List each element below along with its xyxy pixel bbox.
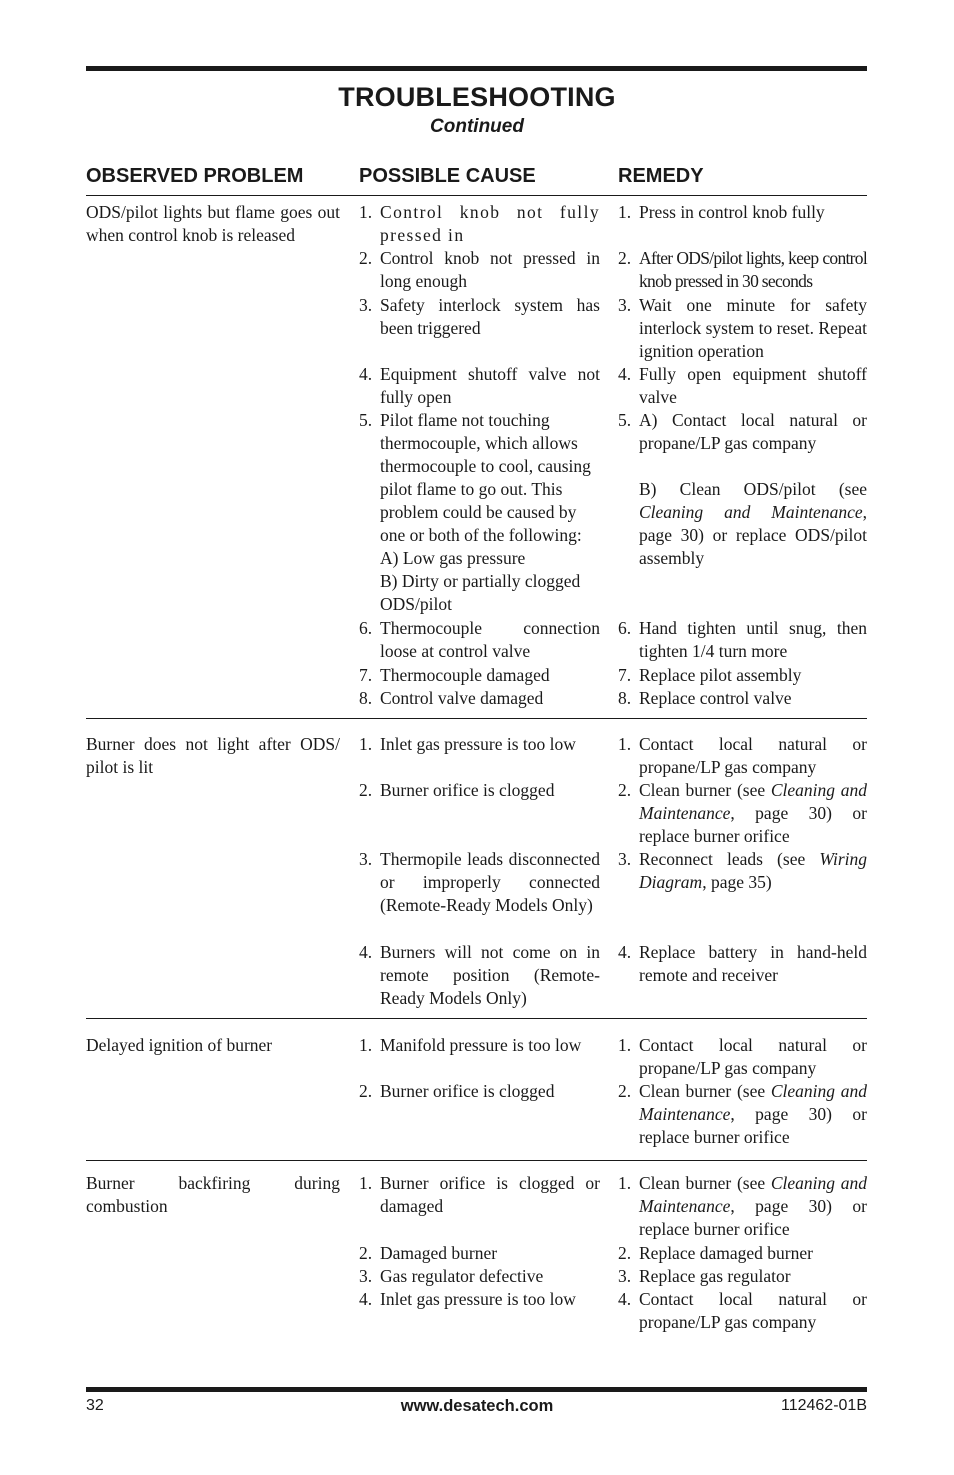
problem-cell: Burner does not light after ODS/ pilot is lit xyxy=(86,734,340,777)
cause-text: Burner orifice is clogged xyxy=(380,1081,555,1101)
cause-text: Burner orifice is clogged or damaged xyxy=(380,1173,600,1216)
remedy-number: 3. xyxy=(618,1266,632,1286)
cause-item xyxy=(359,941,600,1010)
remedy-number: 3. xyxy=(618,295,632,315)
remedy-text: Replace gas regulator xyxy=(639,1266,791,1286)
remedy-number: 2. xyxy=(618,248,632,268)
remedy-text xyxy=(639,779,867,848)
remedy-text-part: B) Clean ODS/pilot (see xyxy=(639,479,867,499)
remedy-text-part: , page 30) or replace ODS/pilot assembly xyxy=(639,502,867,568)
cause-text: Control valve damaged xyxy=(380,688,544,708)
remedy-item xyxy=(618,363,867,409)
cause-number: 1. xyxy=(359,1173,373,1193)
header-rule xyxy=(86,195,867,196)
cause-text: Burner orifice is clogged xyxy=(380,780,555,800)
cause-subitem: A) Low gas pressure xyxy=(380,548,526,568)
remedy-item xyxy=(618,1034,867,1080)
remedy-text-part: , page 30) or replace burner orifice xyxy=(639,803,867,846)
cause-item xyxy=(359,1080,600,1103)
cause-text: Thermopile leads disconnected or improperly connected (Remote-Ready Models Only) xyxy=(380,849,600,915)
remedy-item xyxy=(618,733,867,779)
remedy-text: Fully open equipment shutoff valve xyxy=(639,364,867,407)
remedy-item xyxy=(618,848,867,894)
footer-url: www.desatech.com xyxy=(400,1397,554,1415)
remedy-text: Contact local natural or propane/LP gas company xyxy=(639,1035,867,1078)
remedy-item xyxy=(618,664,867,687)
cause-number: 7. xyxy=(359,665,373,685)
remedy-number: 1. xyxy=(618,1173,632,1193)
cause-item xyxy=(359,617,600,663)
remedy-number: 3. xyxy=(618,849,632,869)
cause-number: 4. xyxy=(359,1289,373,1309)
cause-item xyxy=(359,848,600,917)
cause-text: Burners will not come on in remote position (Remote-Ready Models Only) xyxy=(380,942,600,1008)
cause-number: 1. xyxy=(359,1035,373,1055)
remedy-number: 2. xyxy=(618,1243,632,1263)
remedy-item xyxy=(618,1288,867,1334)
remedy-item xyxy=(618,201,867,224)
remedy-text: Replace control valve xyxy=(639,688,792,708)
column-header-cause: POSSIBLE CAUSE xyxy=(359,165,536,187)
bottom-rule xyxy=(86,1387,867,1392)
cause-text: Gas regulator defective xyxy=(380,1266,544,1286)
remedy-text-part: , page 35) xyxy=(702,872,772,892)
cause-item xyxy=(359,664,600,687)
cause-number: 2. xyxy=(359,248,373,268)
row-divider xyxy=(86,718,867,719)
cause-item xyxy=(359,1265,600,1288)
remedy-item xyxy=(618,294,867,363)
cause-number: 2. xyxy=(359,1081,373,1101)
cause-number: 2. xyxy=(359,1243,373,1263)
top-rule xyxy=(86,66,867,71)
cause-number: 1. xyxy=(359,734,373,754)
remedy-number: 1. xyxy=(618,734,632,754)
cause-item xyxy=(359,363,600,409)
cause-text: Safety interlock system has been triggered xyxy=(380,295,600,338)
cause-item xyxy=(359,1034,600,1057)
cause-text: Thermocouple damaged xyxy=(380,665,550,685)
cause-number: 2. xyxy=(359,780,373,800)
cause-number: 4. xyxy=(359,364,373,384)
remedy-text-part: , page 30) or replace burner orifice xyxy=(639,1104,867,1147)
cause-number: 6. xyxy=(359,618,373,638)
remedy-text: Wait one minute for safety interlock system to reset. Repeat ignition operation xyxy=(639,295,867,361)
remedy-number: 5. xyxy=(618,410,632,430)
cause-text: Control knob not pressed in long enough xyxy=(380,248,600,291)
remedy-text-part: Clean burner (see xyxy=(639,780,771,800)
cause-subitem: B) Dirty or partially clogged ODS/pilot xyxy=(380,571,581,614)
remedy-reference: Cleaning and Maintenance xyxy=(639,1173,867,1216)
remedy-text xyxy=(639,1172,867,1241)
remedy-text-part: Clean burner (see xyxy=(639,1173,771,1193)
remedy-item xyxy=(618,617,867,663)
remedy-item xyxy=(618,1265,867,1288)
remedy-text: After ODS/pilot lights, keep control knob pressed in 30 seconds xyxy=(639,248,867,291)
remedy-item xyxy=(618,1172,867,1241)
page-subtitle: Continued xyxy=(430,116,524,137)
cause-text: Inlet gas pressure is too low xyxy=(380,1289,576,1309)
cause-item xyxy=(359,779,600,802)
problem-cell: ODS/pilot lights but flame goes out when control knob is released xyxy=(86,202,340,245)
remedy-reference: Cleaning and Maintenance xyxy=(639,780,867,823)
remedy-text: Press in control knob fully xyxy=(639,202,825,222)
remedy-number: 8. xyxy=(618,688,632,708)
remedy-item xyxy=(618,247,867,293)
remedy-text: Replace damaged burner xyxy=(639,1243,813,1263)
cause-text: Control knob not fully pressed in xyxy=(380,202,600,245)
cause-text: Manifold pressure is too low xyxy=(380,1035,582,1055)
cause-item xyxy=(359,733,600,756)
remedy-number: 7. xyxy=(618,665,632,685)
remedy-number: 2. xyxy=(618,780,632,800)
remedy-text-part: Reconnect leads (see xyxy=(639,849,820,869)
cause-item xyxy=(359,1172,600,1218)
remedy-text xyxy=(639,1080,867,1149)
remedy-item xyxy=(618,409,867,570)
remedy-text: A) Contact local natural or propane/LP gas company xyxy=(639,410,867,453)
cause-item xyxy=(359,294,600,340)
cause-text: Inlet gas pressure is too low xyxy=(380,734,576,754)
cause-text: Thermocouple connection loose at control valve xyxy=(380,618,600,661)
remedy-text xyxy=(639,848,867,894)
row-divider xyxy=(86,1018,867,1019)
remedy-text: Replace pilot assembly xyxy=(639,665,802,685)
cause-item xyxy=(359,201,600,247)
remedy-item xyxy=(618,1080,867,1149)
cause-number: 3. xyxy=(359,1266,373,1286)
remedy-text: Hand tighten until snug, then tighten 1/4 turn more xyxy=(639,618,867,661)
remedy-subitem xyxy=(639,478,867,570)
remedy-number: 6. xyxy=(618,618,632,638)
remedy-text: Replace battery in hand-held remote and receiver xyxy=(639,942,867,985)
remedy-reference: Cleaning and Maintenance xyxy=(639,502,863,522)
cause-number: 4. xyxy=(359,942,373,962)
cause-number: 1. xyxy=(359,202,373,222)
remedy-reference: Cleaning and Maintenance xyxy=(639,1081,867,1124)
remedy-item xyxy=(618,779,867,848)
cause-text: Equipment shutoff valve not fully open xyxy=(380,364,600,407)
remedy-number: 2. xyxy=(618,1081,632,1101)
remedy-item xyxy=(618,1242,867,1265)
cause-item xyxy=(359,1242,600,1265)
remedy-item xyxy=(618,941,867,987)
cause-number: 8. xyxy=(359,688,373,708)
row-divider xyxy=(86,1160,867,1161)
cause-text: Pilot flame not touching thermocouple, which allows thermocouple to cool, causing pilot flame to go out. This problem could be caused by one or both of the following: xyxy=(380,410,591,545)
cause-item xyxy=(359,1288,600,1311)
column-header-problem: OBSERVED PROBLEM xyxy=(86,165,304,187)
document-number: 112462-01B xyxy=(781,1397,867,1414)
remedy-text-part: , page 30) or replace burner orifice xyxy=(639,1196,867,1239)
cause-item xyxy=(359,687,600,710)
cause-number: 3. xyxy=(359,849,373,869)
cause-number: 5. xyxy=(359,410,373,430)
remedy-item xyxy=(618,687,867,710)
remedy-number: 4. xyxy=(618,1289,632,1309)
page-number: 32 xyxy=(86,1397,104,1414)
remedy-reference: Wiring Diagram xyxy=(639,849,867,892)
cause-text: Damaged burner xyxy=(380,1243,498,1263)
problem-cell: Delayed ignition of burner xyxy=(86,1035,273,1055)
remedy-number: 1. xyxy=(618,1035,632,1055)
remedy-number: 4. xyxy=(618,364,632,384)
page-title: TROUBLESHOOTING xyxy=(338,82,616,112)
cause-number: 3. xyxy=(359,295,373,315)
problem-cell: Burner backfiring during combustion xyxy=(86,1173,340,1216)
remedy-number: 4. xyxy=(618,942,632,962)
cause-item xyxy=(359,247,600,293)
remedy-text: Contact local natural or propane/LP gas company xyxy=(639,1289,867,1332)
cause-item xyxy=(359,409,600,616)
remedy-text: Contact local natural or propane/LP gas company xyxy=(639,734,867,777)
column-header-remedy: REMEDY xyxy=(618,165,704,187)
remedy-text-part: Clean burner (see xyxy=(639,1081,771,1101)
remedy-number: 1. xyxy=(618,202,632,222)
